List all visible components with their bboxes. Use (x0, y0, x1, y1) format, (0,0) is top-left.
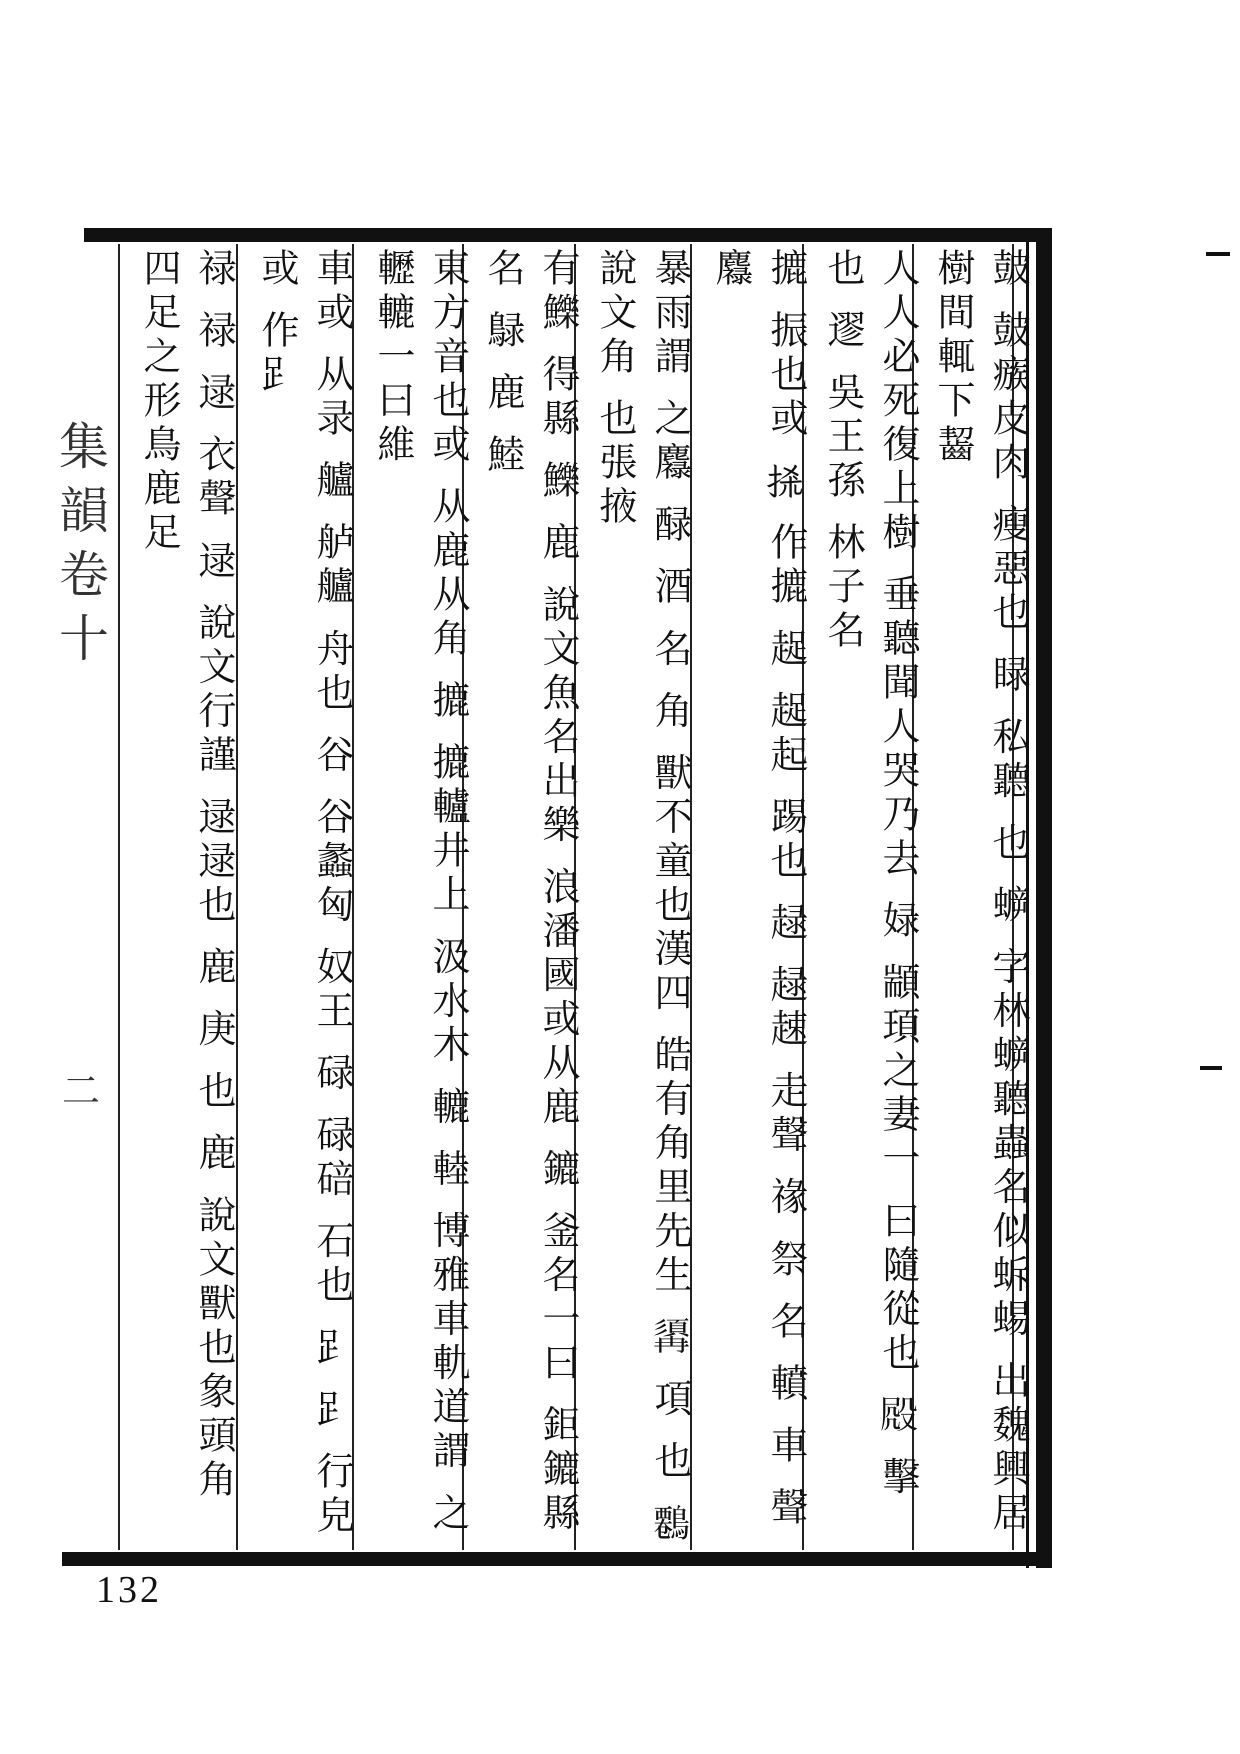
column-text: 摝 振也或 𢫬 作摝 趗 趗起 踢也 趢 趢趚 走聲 禒 祭 名 轒 車 聲 䴪 (709, 248, 808, 1532)
text-column (250, 248, 366, 1548)
frame-top-border (84, 228, 1052, 242)
frame-right-border (1036, 228, 1052, 1568)
column-text: 皷 皷瘯皮肉 瘦惡也 睩 私聽 也 蝷 字林蝷聽蟲名似蚸蜴 出魏興居樹間輒下齧 (931, 248, 1030, 1537)
text-column (476, 248, 588, 1548)
column-text: 車或 从录 艫 舻艫 舟也 谷 谷蠡匈 奴王 碌 碌碚 石也 𧾷 𧾷 行皃或 作𧾷 (255, 248, 354, 1540)
edge-mark (1200, 1066, 1222, 1070)
text-column (366, 248, 476, 1548)
text-column (926, 248, 1030, 1548)
text-column (588, 248, 704, 1548)
edge-mark (1206, 252, 1230, 256)
column-text: 東方音也或 从鹿从角 摝 摝轤井上 汲水木 轆 䡜 博雅車軌道謂 之轣轆一曰維 (371, 248, 470, 1537)
column-text: 有鱳 得縣 鱳 鹿 說文魚名出樂 浪潘國或从鹿 鏕 釜名一曰 鉅鏕縣名 鵦 鹿 鯥 (481, 248, 580, 1537)
column-text: 人人必死復上樹 垂聽聞人哭乃去 娽 顓頊之妻一 曰隨從也 𣪍 擊 也 䢧 吳王孫 林子名 (821, 248, 920, 1501)
margin-mark: 二 (62, 1069, 101, 1113)
text-column (132, 248, 250, 1548)
frame-bottom-border (62, 1552, 1052, 1566)
text-column (816, 248, 926, 1548)
margin-title: 集韻卷十 (51, 420, 109, 676)
page-number: 132 (96, 1569, 162, 1611)
text-column (704, 248, 816, 1548)
text-columns (110, 248, 1030, 1548)
column-text: 暴雨謂 之䴪 醁 酒 名 角 獸不童也漢四 皓有角里先生 𩓾 項 也 𪄷 說文角 也張掖 (593, 248, 692, 1547)
column-text: 禄 禄 逯 衣聲 逯 說文行謹 逯逯也 鹿 庚 也 鹿 說文獸也象頭角 四足之形鳥鹿足 (137, 248, 236, 1503)
